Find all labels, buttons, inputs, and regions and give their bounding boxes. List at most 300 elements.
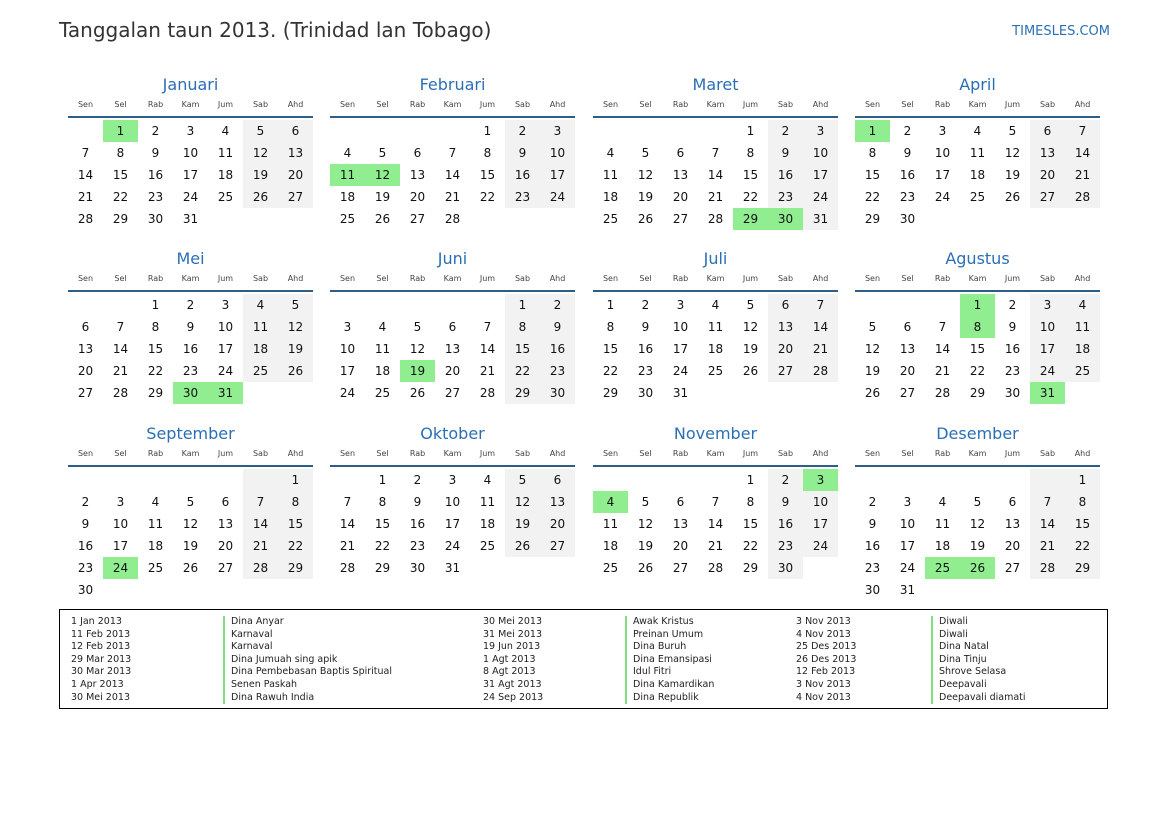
day-cell: 3 [116, 495, 125, 509]
month-block [593, 74, 838, 230]
month-name: Mei [176, 249, 205, 268]
day-cell: 5 [746, 298, 755, 312]
day-cell: 24 [217, 364, 234, 378]
day-cell: 16 [409, 517, 426, 531]
legend-date: 4 Nov 2013 [796, 691, 851, 703]
day-cell: 24 [934, 190, 951, 204]
day-cell: 7 [343, 495, 352, 509]
day-cell: 15 [479, 168, 496, 182]
weekday-label: Jum [217, 449, 234, 458]
day-cell: 28 [444, 212, 461, 226]
day-grid [330, 294, 575, 404]
day-cell: 1 [606, 298, 615, 312]
legend-holiday-name: Diwali [931, 616, 968, 629]
empty-cell [68, 120, 103, 142]
empty-cell [208, 469, 243, 491]
day-cell: 18 [479, 517, 496, 531]
day-cell: 20 [77, 364, 94, 378]
empty-cell [103, 294, 138, 316]
weekday-label: Sen [864, 100, 881, 109]
day-cell: 28 [339, 561, 356, 575]
empty-cell [330, 120, 365, 142]
day-cell: 28 [1030, 557, 1065, 579]
day-cell: 12 [1004, 146, 1021, 160]
day-cell: 30 [1004, 386, 1021, 400]
day-cell: 23 [182, 364, 199, 378]
legend-date: 4 Nov 2013 [796, 628, 851, 640]
day-cell: 2 [151, 124, 160, 138]
day-cell: 7 [81, 146, 90, 160]
day-cell: 21 [479, 364, 496, 378]
day-cell: 25 [1065, 360, 1100, 382]
day-cell: 20 [899, 364, 916, 378]
day-cell: 27 [409, 212, 426, 226]
day-cell: 15 [147, 342, 164, 356]
day-cell: 21 [444, 190, 461, 204]
day-cell: 2 [903, 124, 912, 138]
day-cell: 27 [1004, 561, 1021, 575]
day-cell: 13 [278, 142, 313, 164]
weekday-label: Rab [934, 100, 951, 109]
day-cell: 17 [803, 513, 838, 535]
weekday-label: Jum [742, 274, 759, 283]
weekday-label: Ahd [287, 274, 304, 283]
day-cell: 25 [969, 190, 986, 204]
day-cell: 21 [1030, 535, 1065, 557]
day-cell: 11 [707, 320, 724, 334]
day-grid [68, 469, 313, 601]
day-cell: 14 [1030, 513, 1065, 535]
day-cell: 7 [243, 491, 278, 513]
empty-cell [698, 469, 733, 491]
month-block [855, 423, 1100, 601]
day-cell: 7 [1065, 120, 1100, 142]
day-cell: 8 [116, 146, 125, 160]
day-cell: 14 [112, 342, 129, 356]
day-cell: 20 [672, 539, 689, 553]
day-cell: 30 [864, 583, 881, 597]
weekday-label: Rab [672, 449, 689, 458]
empty-cell [470, 294, 505, 316]
day-grid [330, 120, 575, 230]
brand-link[interactable]: TIMESLES.COM [1012, 24, 1110, 39]
legend-holiday-name: Dina Kamardikan [625, 679, 714, 692]
day-cell: 1 [151, 298, 160, 312]
empty-cell [330, 294, 365, 316]
day-cell: 10 [803, 491, 838, 513]
day-cell: 25 [602, 561, 619, 575]
day-cell: 21 [112, 364, 129, 378]
holiday-legend [59, 609, 1108, 709]
day-cell: 20 [278, 164, 313, 186]
day-cell: 21 [243, 535, 278, 557]
legend-date: 3 Nov 2013 [796, 679, 851, 690]
day-cell: 4 [606, 146, 615, 160]
legend-holiday-name: Deepavali diamati [931, 692, 1026, 705]
day-cell: 11 [147, 517, 164, 531]
day-cell: 11 [1065, 316, 1100, 338]
legend-holiday-name: Karnaval [223, 641, 273, 654]
day-cell: 10 [934, 146, 951, 160]
day-cell: 9 [1008, 320, 1017, 334]
day-cell: 11 [602, 168, 619, 182]
day-cell: 4 [243, 294, 278, 316]
day-cell: 17 [112, 539, 129, 553]
day-cell: 19 [969, 539, 986, 553]
empty-cell [365, 294, 400, 316]
day-cell: 8 [483, 146, 492, 160]
holiday-day-cell: 29 [733, 208, 768, 230]
legend-date: 3 Nov 2013 [796, 616, 851, 627]
weekday-header [855, 447, 1100, 467]
day-cell: 12 [969, 517, 986, 531]
weekday-label: Kam [443, 100, 462, 109]
weekday-header [330, 447, 575, 467]
day-cell: 7 [116, 320, 125, 334]
weekday-label: Jum [742, 100, 759, 109]
day-cell: 5 [1008, 124, 1017, 138]
day-cell: 15 [742, 168, 759, 182]
legend-holiday-name: Dina Republik [625, 692, 699, 705]
day-cell: 22 [1065, 535, 1100, 557]
day-cell: 16 [540, 338, 575, 360]
legend-date: 11 Feb 2013 [71, 628, 131, 640]
day-cell: 20 [1030, 164, 1065, 186]
day-cell: 27 [77, 386, 94, 400]
day-cell: 12 [637, 168, 654, 182]
day-cell: 19 [243, 164, 278, 186]
day-cell: 11 [479, 495, 496, 509]
day-cell: 13 [217, 517, 234, 531]
holiday-day-cell: 1 [855, 120, 890, 142]
day-cell: 2 [768, 120, 803, 142]
day-cell: 23 [768, 186, 803, 208]
day-cell: 14 [803, 316, 838, 338]
day-cell: 14 [77, 168, 94, 182]
month-name: Maret [692, 75, 739, 94]
legend-date: 31 Mei 2013 [483, 628, 542, 640]
day-cell: 23 [1004, 364, 1021, 378]
weekday-label: Rab [409, 274, 426, 283]
day-cell: 23 [540, 360, 575, 382]
weekday-label: Rab [672, 100, 689, 109]
day-cell: 20 [409, 190, 426, 204]
legend-date: 1 Agt 2013 [483, 653, 536, 665]
day-cell: 29 [1065, 557, 1100, 579]
day-cell: 15 [969, 342, 986, 356]
empty-cell [103, 469, 138, 491]
day-cell: 6 [676, 146, 685, 160]
day-cell: 21 [77, 190, 94, 204]
weekday-label: Sab [514, 274, 531, 283]
day-cell: 6 [768, 294, 803, 316]
weekday-label: Sel [114, 274, 127, 283]
day-cell: 9 [903, 146, 912, 160]
day-cell: 1 [505, 294, 540, 316]
day-cell: 4 [1065, 294, 1100, 316]
day-cell: 3 [221, 298, 230, 312]
day-cell: 19 [864, 364, 881, 378]
day-grid [593, 469, 838, 579]
day-cell: 22 [479, 190, 496, 204]
month-block [855, 74, 1100, 230]
day-cell: 6 [448, 320, 457, 334]
day-cell: 29 [602, 386, 619, 400]
day-cell: 16 [182, 342, 199, 356]
empty-cell [365, 120, 400, 142]
weekday-label: Sen [77, 449, 94, 458]
day-cell: 26 [374, 212, 391, 226]
holiday-day-cell: 4 [593, 491, 628, 513]
weekday-label: Sab [252, 274, 269, 283]
day-cell: 11 [934, 517, 951, 531]
day-cell: 18 [602, 190, 619, 204]
day-cell: 31 [182, 212, 199, 226]
day-cell: 17 [672, 342, 689, 356]
day-cell: 17 [934, 168, 951, 182]
day-cell: 15 [742, 517, 759, 531]
weekday-label: Sen [77, 274, 94, 283]
day-cell: 9 [868, 517, 877, 531]
day-cell: 15 [374, 517, 391, 531]
weekday-label: Sel [901, 100, 914, 109]
day-cell: 27 [768, 360, 803, 382]
day-cell: 5 [641, 146, 650, 160]
legend-holiday-name: Shrove Selasa [931, 666, 1006, 679]
day-cell: 2 [641, 298, 650, 312]
day-cell: 13 [444, 342, 461, 356]
weekday-label: Ahd [1074, 100, 1091, 109]
holiday-day-cell: 19 [400, 360, 435, 382]
day-cell: 30 [768, 557, 803, 579]
legend-date: 25 Des 2013 [796, 641, 857, 653]
day-cell: 13 [1030, 142, 1065, 164]
day-cell: 9 [186, 320, 195, 334]
weekday-label: Sel [639, 100, 652, 109]
day-cell: 6 [221, 495, 230, 509]
weekday-label: Kam [968, 449, 987, 458]
day-cell: 26 [409, 386, 426, 400]
day-cell: 16 [864, 539, 881, 553]
day-cell: 4 [343, 146, 352, 160]
month-block [593, 248, 838, 404]
weekday-label: Ahd [549, 274, 566, 283]
day-cell: 9 [768, 142, 803, 164]
day-cell: 21 [803, 338, 838, 360]
empty-cell [1030, 469, 1065, 491]
day-cell: 8 [278, 491, 313, 513]
month-block [330, 248, 575, 404]
weekday-label: Jum [479, 449, 496, 458]
weekday-label: Sab [1039, 449, 1056, 458]
weekday-label: Kam [968, 274, 987, 283]
day-cell: 21 [707, 539, 724, 553]
day-cell: 22 [602, 364, 619, 378]
weekday-label: Ahd [1074, 274, 1091, 283]
day-cell: 28 [934, 386, 951, 400]
day-cell: 17 [444, 517, 461, 531]
day-cell: 20 [672, 190, 689, 204]
empty-cell [68, 469, 103, 491]
empty-cell [400, 294, 435, 316]
day-cell: 12 [637, 517, 654, 531]
day-cell: 21 [707, 190, 724, 204]
day-cell: 10 [1030, 316, 1065, 338]
day-cell: 17 [217, 342, 234, 356]
weekday-label: Sel [901, 274, 914, 283]
day-cell: 16 [899, 168, 916, 182]
weekday-label: Kam [706, 274, 725, 283]
holiday-day-cell: 1 [103, 120, 138, 142]
empty-cell [330, 469, 365, 491]
day-cell: 16 [768, 164, 803, 186]
weekday-label: Kam [968, 100, 987, 109]
day-cell: 10 [540, 142, 575, 164]
day-cell: 25 [374, 386, 391, 400]
day-cell: 21 [339, 539, 356, 553]
day-cell: 6 [903, 320, 912, 334]
day-cell: 16 [77, 539, 94, 553]
day-cell: 12 [864, 342, 881, 356]
day-cell: 8 [1065, 491, 1100, 513]
empty-cell [855, 469, 890, 491]
day-cell: 4 [973, 124, 982, 138]
day-cell: 15 [602, 342, 619, 356]
day-cell: 16 [1004, 342, 1021, 356]
day-cell: 30 [899, 212, 916, 226]
day-cell: 1 [483, 124, 492, 138]
weekday-label: Sab [514, 100, 531, 109]
day-cell: 4 [711, 298, 720, 312]
weekday-label: Jum [1004, 274, 1021, 283]
day-cell: 7 [483, 320, 492, 334]
day-cell: 12 [409, 342, 426, 356]
page-title: Tanggalan taun 2013. (Trinidad lan Tobago) [59, 18, 492, 42]
day-cell: 2 [1008, 298, 1017, 312]
day-cell: 27 [444, 386, 461, 400]
day-cell: 28 [707, 561, 724, 575]
day-cell: 31 [672, 386, 689, 400]
day-cell: 6 [278, 120, 313, 142]
day-grid [855, 294, 1100, 404]
legend-date: 30 Mei 2013 [483, 616, 542, 627]
day-cell: 9 [540, 316, 575, 338]
day-cell: 13 [540, 491, 575, 513]
empty-cell [925, 469, 960, 491]
day-cell: 22 [742, 190, 759, 204]
weekday-label: Kam [443, 274, 462, 283]
day-cell: 8 [746, 146, 755, 160]
day-cell: 28 [479, 386, 496, 400]
day-cell: 13 [1004, 517, 1021, 531]
day-cell: 31 [803, 208, 838, 230]
day-cell: 6 [413, 146, 422, 160]
day-cell: 13 [672, 517, 689, 531]
weekday-label: Sen [339, 449, 356, 458]
weekday-header [68, 272, 313, 292]
day-cell: 15 [1065, 513, 1100, 535]
day-cell: 9 [505, 142, 540, 164]
day-cell: 6 [540, 469, 575, 491]
day-cell: 7 [711, 495, 720, 509]
day-cell: 24 [339, 386, 356, 400]
weekday-label: Sen [77, 100, 94, 109]
day-cell: 7 [1030, 491, 1065, 513]
day-cell: 17 [803, 164, 838, 186]
month-block [68, 423, 313, 601]
empty-cell [173, 469, 208, 491]
day-cell: 19 [278, 338, 313, 360]
weekday-label: Sel [376, 274, 389, 283]
day-grid [855, 469, 1100, 601]
day-cell: 23 [768, 535, 803, 557]
month-name: Oktober [420, 424, 485, 443]
day-cell: 13 [672, 168, 689, 182]
weekday-label: Jum [1004, 449, 1021, 458]
weekday-label: Jum [742, 449, 759, 458]
day-cell: 18 [339, 190, 356, 204]
day-cell: 8 [151, 320, 160, 334]
day-cell: 22 [278, 535, 313, 557]
empty-cell [663, 120, 698, 142]
day-cell: 28 [112, 386, 129, 400]
day-cell: 5 [278, 294, 313, 316]
legend-date: 8 Agt 2013 [483, 666, 536, 678]
weekday-label: Ahd [812, 449, 829, 458]
day-cell: 23 [77, 561, 94, 575]
day-cell: 27 [672, 561, 689, 575]
day-cell: 23 [899, 190, 916, 204]
legend-date: 12 Feb 2013 [796, 666, 856, 678]
day-cell: 19 [742, 342, 759, 356]
day-cell: 1 [278, 469, 313, 491]
weekday-label: Rab [147, 449, 164, 458]
day-cell: 14 [479, 342, 496, 356]
day-cell: 10 [444, 495, 461, 509]
day-cell: 31 [899, 583, 916, 597]
day-cell: 10 [182, 146, 199, 160]
day-cell: 17 [1030, 338, 1065, 360]
day-cell: 25 [707, 364, 724, 378]
day-cell: 23 [864, 561, 881, 575]
day-cell: 2 [81, 495, 90, 509]
weekday-header [330, 98, 575, 118]
day-cell: 23 [409, 539, 426, 553]
day-cell: 13 [409, 168, 426, 182]
weekday-label: Sen [602, 449, 619, 458]
empty-cell [663, 469, 698, 491]
day-cell: 12 [182, 517, 199, 531]
holiday-day-cell: 12 [365, 164, 400, 186]
day-cell: 29 [147, 386, 164, 400]
day-cell: 28 [243, 557, 278, 579]
day-cell: 24 [672, 364, 689, 378]
empty-cell [435, 294, 470, 316]
holiday-day-cell: 1 [960, 294, 995, 316]
day-cell: 25 [339, 212, 356, 226]
day-cell: 22 [374, 539, 391, 553]
day-cell: 3 [676, 298, 685, 312]
weekday-label: Kam [181, 274, 200, 283]
empty-cell [890, 294, 925, 316]
weekday-label: Kam [706, 100, 725, 109]
day-cell: 10 [112, 517, 129, 531]
legend-date: 30 Mar 2013 [71, 666, 132, 678]
empty-cell [68, 294, 103, 316]
holiday-day-cell: 25 [925, 557, 960, 579]
weekday-label: Ahd [812, 274, 829, 283]
weekday-label: Sab [1039, 100, 1056, 109]
